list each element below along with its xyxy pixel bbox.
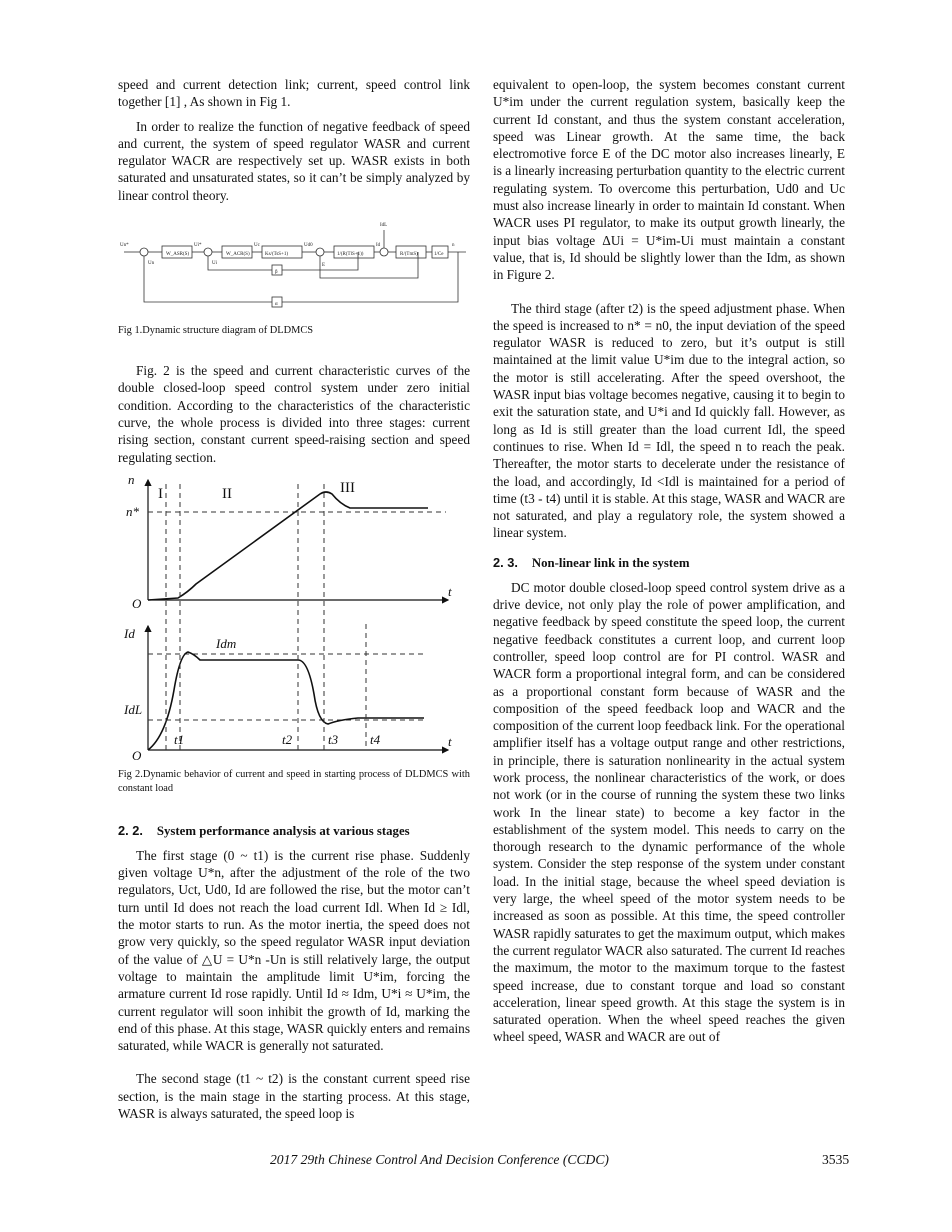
signal-idl: IdL xyxy=(380,223,388,229)
block-wasr-label: W_ASR(S) xyxy=(166,252,190,258)
signal-n: n xyxy=(452,243,455,249)
paragraph-second-stage: The second stage (t1 ~ t2) is the constant current speed rise section, is the main stage in the starting process. At this stage, WASR is always saturated, the speed loop is xyxy=(118,1071,470,1122)
signal-id: Id xyxy=(376,243,381,249)
signal-ud0: Ud0 xyxy=(304,243,313,249)
time-label-t4: t4 xyxy=(370,731,381,747)
time-label-t1: t1 xyxy=(174,731,185,747)
paragraph-first-stage: The first stage (0 ~ t1) is the current rise phase. Suddenly given voltage U*n, after the adjustment of the role of the two regulators, Uct, Ud0, Id are followed the rise, but the motor can’t turn until Id does not reach the load current Idl. When Id ≥ Idl, the motor starts to run. As the motor inertia, the speed does not grow very quickly, so the speed regulator WASR input deviation of the value of △U = U*n -Un is still relatively large, the output voltage to maintain the amplitude limit U*im, forcing the armature current Id rose rapidly. Until Id ≈ Idm, U*i ≈ U*im, the current regulator will soon inhibit the growth of Id, marking the end of this phase. At this stage, WASR quickly enters and remains saturated, while WACR is generally not saturated. xyxy=(118,847,470,1054)
section-2-3-title: Non-linear link in the system xyxy=(531,555,690,570)
section-2-2-title: System performance analysis at various stages xyxy=(156,823,410,838)
section-2-3-number: 2. 3. xyxy=(493,554,518,570)
top-x-label: t xyxy=(448,583,452,599)
block-beta-label: β xyxy=(275,270,278,276)
figure-1-block-diagram xyxy=(118,216,470,312)
paragraph-realize: In order to realize the function of negative feedback of speed and current, the system of speed regulator WASR and current regulator WACR are respectively set up. WASR exists in both saturated and unsaturated states, so it can’t be simply analyzed by linear control theory. xyxy=(118,118,470,203)
stage-label-2: II xyxy=(222,485,232,502)
section-2-2-heading xyxy=(118,822,470,840)
paragraph-continuation: equivalent to open-loop, the system becomes constant current U*im under the current regulation system, basically keep the current Id constant, and thus the system constant acceleration, speed was Linear growth. At the same time, the back electromotive force E of the DC motor also increases linearly, E is a linearly increasing perturbation quantity to the electric current regulating system. To overcome this perturbation, Ud0 and Uc must also increase linearly in order to maintain Id constant. When WACR uses PI regulator, to make its output growth linearly, the input bias voltage ΔUi = U*im-Ui must maintain a constant value, that is, Id should be slightly lower than the Idm, as shown in Figure 2. xyxy=(493,77,845,283)
section-2-3-heading xyxy=(493,554,845,572)
time-label-t2: t2 xyxy=(282,731,293,747)
figure-1-caption: Fig 1.Dynamic structure diagram of DLDMCS xyxy=(118,325,314,337)
paragraph-nonlinear: DC motor double closed-loop speed control system drive as a drive device, not only play the role of power amplification, and negative feedback by speed constitute the speed loop, the current negative feedback constitutes a current loop, and current loop controller, speed loop control are for PI control. WASR and WACR form a proportional integral form, and can be considered as a proportional constant form because of WASR and the composition of the speed feedback loop and WACR and the composition of the current loop feedback link. For the operational amplifier itself has a voltage output range and other restrictions, in principle, there is saturation nonlinearity in the actual system work process, the nonlinear characteristics of the work, or does not work (or in the course of running the system these two links work In the linear state) to become a key factor in the establishment of the system model. This needs to carry on the thorough research to the dynamic performance of the whole system. Consider the step response of the system under constant load. In the initial stage, because the wheel speed deviation is very large, the wheel speed of the motor system needs to be increased as soon as possible. At this time, the speed controller WASR rapidly saturates to get the maximum output, which makes the current regulator WACR also saturated. The current Id reaches the maximum, the motor to the maximum torque to the fastest speed increase, due to constant torque and load so constant acceleration, linear speed growth. At this stage the system is in saturated operation. When the wheel speed reaches the given wheel speed, WASR and WACR are out of xyxy=(493,579,845,1045)
signal-un: Un xyxy=(148,261,155,267)
sum-junction-2 xyxy=(204,248,212,256)
block-wacr-label: W_ACR(S) xyxy=(226,252,250,258)
paragraph-third-stage: The third stage (after t2) is the speed adjustment phase. When the speed is increased to n* = n0, the input deviation of the speed regulator WASR is reduced to zero, but it’s output is still maintained at the limit value U*im due to the integral action, so the motor is still accelerating. After the speed overshoot, the WASR input bias voltage becomes negative, causing it to begin to exit the saturation state, and U*i and Id quickly fall. However, as long as Id is still greater than the load current Idl, the speed continues to rise. When Id = Idl, the speed n to reach the peak. Thereafter, the motor starts to decelerate under the resistance of the load, and accordingly, Id <Idl is maintained for a period of time (t3 - t4) until it is stable. At this stage, WASR and WACR are not saturated, and play a regulatory role, the system showed a linear system. xyxy=(493,300,845,541)
top-y-label: n xyxy=(128,473,135,487)
stage-label-3: III xyxy=(340,479,355,496)
speed-curve xyxy=(148,492,428,600)
block-alpha-label: α xyxy=(275,302,278,308)
block-ce-label: 1/Ce xyxy=(434,252,444,258)
bottom-origin-label: O xyxy=(132,747,142,763)
block-armature-label: 1/(R(TlS+1)) xyxy=(337,252,364,258)
ref-label-n-star: n* xyxy=(126,503,139,519)
time-label-t3: t3 xyxy=(328,731,339,747)
block-converter-label: Ks/(TsS+1) xyxy=(265,252,289,258)
conference-name: 2017 29th Chinese Control And Decision Conference (CCDC) xyxy=(270,1152,609,1167)
signal-ui-star: Ui* xyxy=(194,243,202,249)
signal-uc: Uc xyxy=(254,243,260,249)
paragraph-fig2-intro: Fig. 2 is the speed and current characteristic curves of the double closed-loop speed control system under zero initial condition. According to the characteristics of the characteristic curve, the whole process is divided into three stages: current rising section, constant current speed-raising section and speed regulating section. xyxy=(118,363,470,465)
signal-ui: Ui xyxy=(212,261,217,267)
figure-2-dynamic-behavior xyxy=(118,474,470,764)
bottom-x-label: t xyxy=(448,733,452,749)
top-origin-label: O xyxy=(132,595,142,611)
level-label-idm: Idm xyxy=(216,635,237,651)
bottom-y-label: Id xyxy=(124,625,135,641)
signal-e: E xyxy=(322,263,326,269)
page-number: 3535 xyxy=(822,1152,850,1167)
figure-2-caption: Fig 2.Dynamic behavior of current and speed in starting process of DLDMCS with constant load xyxy=(118,768,470,794)
block-mechanical-label: R/(TmS) xyxy=(400,252,418,258)
paragraph-intro: speed and current detection link; current, speed control link together [1] , As shown in Fig 1. xyxy=(118,77,470,110)
section-2-2-number: 2. 2. xyxy=(118,822,143,838)
level-label-idl: IdL xyxy=(124,701,143,717)
stage-label-1: I xyxy=(158,485,163,502)
sum-junction-4 xyxy=(380,248,388,256)
sum-junction-3 xyxy=(316,248,324,256)
sum-junction-1 xyxy=(140,248,148,256)
signal-un-star: Un* xyxy=(120,243,129,249)
left-column xyxy=(118,76,470,1122)
right-column xyxy=(493,76,845,1046)
